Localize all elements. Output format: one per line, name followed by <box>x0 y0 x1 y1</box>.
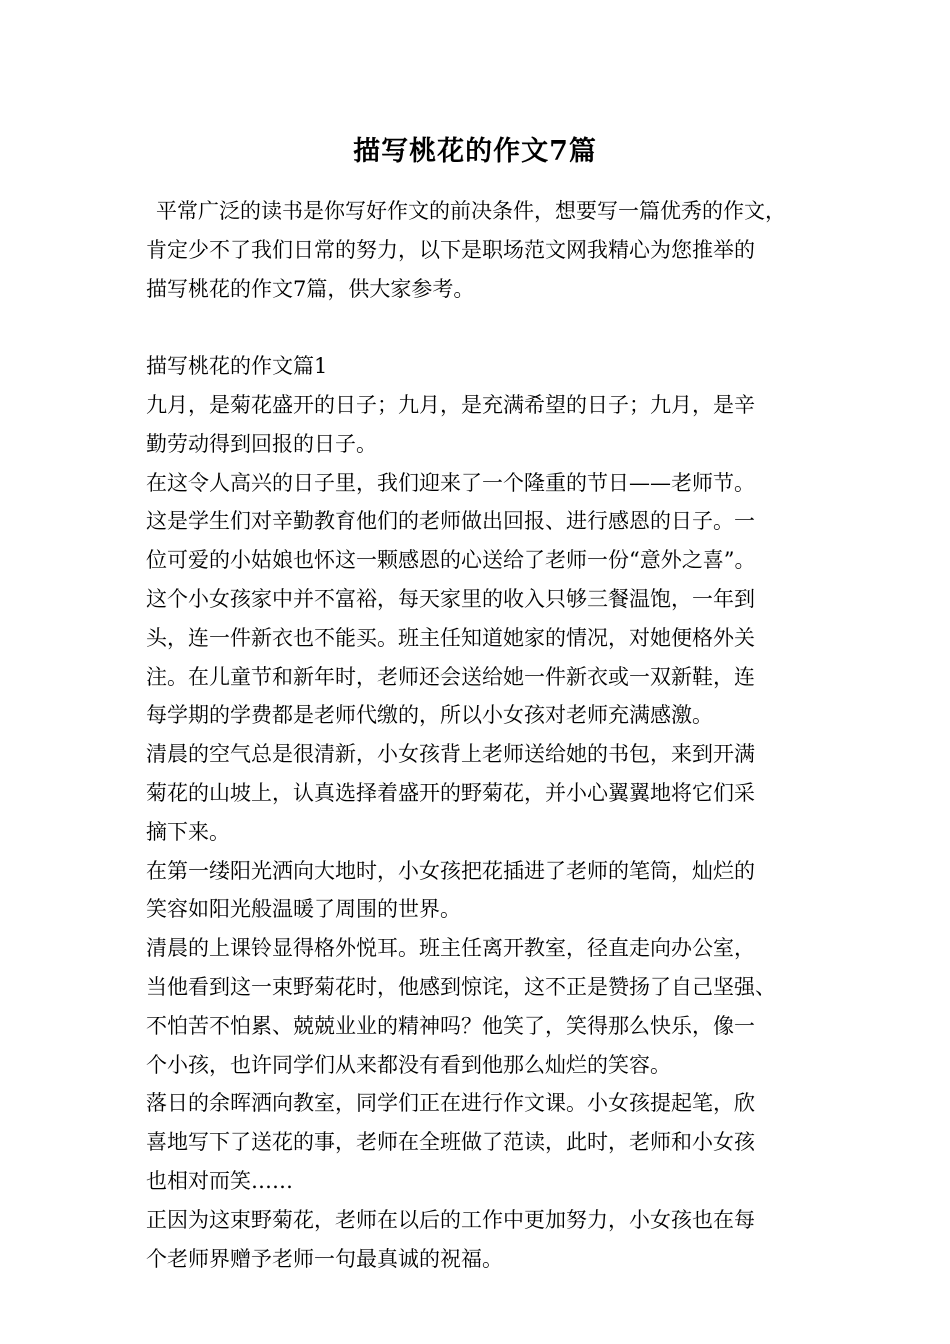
paragraph-gap <box>146 308 828 347</box>
document-content <box>146 192 828 1278</box>
intro-line: 描写桃花的作文7篇，供大家参考。 <box>146 276 475 301</box>
body-line: 在第一缕阳光洒向大地时，小女孩把花插进了老师的笔筒，灿烂的 <box>146 858 755 883</box>
body-line: 每学期的学费都是老师代缴的，所以小女孩对老师充满感激。 <box>146 703 713 728</box>
body-line: 喜地写下了送花的事，老师在全班做了范读，此时，老师和小女孩 <box>146 1130 755 1155</box>
body-line: 九月，是菊花盛开的日子；九月，是充满希望的日子；九月，是辛 <box>146 392 755 417</box>
body-line: 个老师界赠予老师一句最真诚的祝福。 <box>146 1246 503 1271</box>
body-line: 菊花的山坡上，认真选择着盛开的野菊花，并小心翼翼地将它们采 <box>146 780 755 805</box>
body-line: 清晨的空气总是很清新，小女孩背上老师送给她的书包，来到开满 <box>146 742 755 767</box>
body-line: 正因为这束野菊花，老师在以后的工作中更加努力，小女孩也在每 <box>146 1207 755 1232</box>
body-line: 笑容如阳光般温暖了周围的世界。 <box>146 897 461 922</box>
section-heading: 描写桃花的作文篇1 <box>146 354 328 379</box>
body-line: 在这令人高兴的日子里，我们迎来了一个隆重的节日——老师节。 <box>146 470 755 495</box>
body-line: 个小孩，也许同学们从来都没有看到他那么灿烂的笑容。 <box>146 1052 671 1077</box>
body-line: 注。在儿童节和新年时，老师还会送给她一件新衣或一双新鞋，连 <box>146 664 755 689</box>
body-line: 当他看到这一束野菊花时，他感到惊诧，这不正是赞扬了自己坚强、 <box>146 974 776 999</box>
body-line: 这是学生们对辛勤教育他们的老师做出回报、进行感恩的日子。一 <box>146 509 755 534</box>
body-line: 摘下来。 <box>146 819 230 844</box>
intro-line: 肯定少不了我们日常的努力，以下是职场范文网我精心为您推举的 <box>146 237 755 262</box>
document-title: 描写桃花的作文7篇 <box>353 136 597 167</box>
body-line: 清晨的上课铃显得格外悦耳。班主任离开教室，径直走向办公室， <box>146 936 755 961</box>
body-line: 位可爱的小姑娘也怀这一颗感恩的心送给了老师一份“意外之喜”。 <box>146 548 756 573</box>
body-line: 头，连一件新衣也不能买。班主任知道她家的情况，对她便格外关 <box>146 625 755 650</box>
intro-line: 平常广泛的读书是你写好作文的前决条件，想要写一篇优秀的作文， <box>156 199 786 223</box>
body-line: 也相对而笑…… <box>146 1168 293 1193</box>
body-line: 勤劳动得到回报的日子。 <box>146 431 377 456</box>
body-line: 这个小女孩家中并不富裕，每天家里的收入只够三餐温饱，一年到 <box>146 586 755 611</box>
body-line: 落日的余晖洒向教室，同学们正在进行作文课。小女孩提起笔，欣 <box>146 1091 755 1116</box>
body-line: 不怕苦不怕累、兢兢业业的精神吗？他笑了，笑得那么快乐，像一 <box>146 1013 755 1038</box>
